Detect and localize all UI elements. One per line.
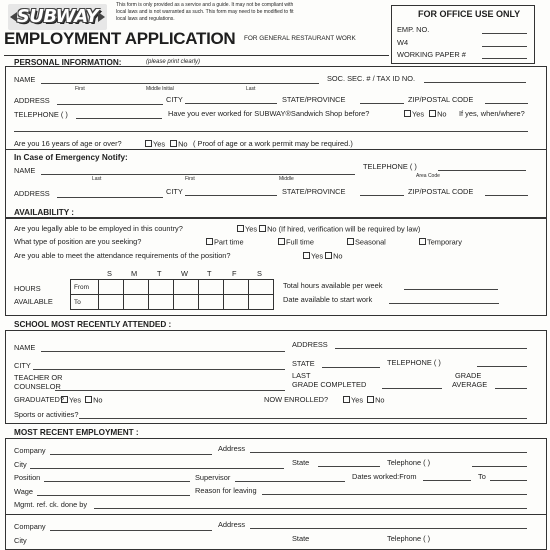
emp-no-field[interactable] bbox=[482, 33, 527, 34]
school-address-label: ADDRESS bbox=[292, 340, 328, 349]
company-2-telephone-label: Telephone ( ) bbox=[387, 534, 431, 543]
emergency-heading: In Case of Emergency Notify: bbox=[14, 153, 128, 162]
disclaimer-line-1: This form is only provided as a service and a guide. It may not be compliant with bbox=[116, 2, 294, 8]
school-telephone-field[interactable] bbox=[477, 366, 527, 367]
logo-text: SUBWAY bbox=[16, 6, 99, 27]
dates-from-field[interactable] bbox=[423, 480, 471, 481]
attendance-yes-checkbox[interactable] bbox=[303, 252, 310, 259]
legal-yes-checkbox[interactable] bbox=[237, 225, 244, 232]
dates-worked-label: Dates worked:From bbox=[352, 472, 417, 481]
disclaimer-line-2: local laws and is not warranted as such. This form may need to be modified to fit bbox=[116, 9, 294, 15]
enrolled-options: Yes No bbox=[340, 396, 385, 404]
working-paper-field[interactable] bbox=[482, 58, 527, 59]
disclaimer-line-3: local laws and regulations. bbox=[116, 16, 175, 22]
emergency-last-caption: Last bbox=[92, 176, 102, 182]
worked-no-checkbox[interactable] bbox=[429, 110, 436, 117]
reason-field[interactable] bbox=[262, 494, 527, 495]
school-address-field[interactable] bbox=[335, 348, 527, 349]
state-label: STATE/PROVINCE bbox=[282, 95, 346, 104]
option-seasonal: Seasonal bbox=[344, 238, 386, 246]
company-2-address-field[interactable] bbox=[250, 528, 527, 529]
legal-yes-label: Yes bbox=[245, 224, 258, 234]
age-note: ( Proof of age or a work permit may be required.) bbox=[193, 139, 353, 148]
seasonal-checkbox[interactable] bbox=[347, 238, 354, 245]
grade-average-label-2: AVERAGE bbox=[452, 380, 488, 389]
emp-no-label: EMP. NO. bbox=[397, 25, 430, 34]
start-date-field[interactable] bbox=[389, 303, 499, 304]
day-sat: S bbox=[257, 269, 262, 278]
dates-to-label: To bbox=[478, 472, 486, 481]
telephone-label: TELEPHONE ( ) bbox=[14, 110, 68, 119]
day-fri: F bbox=[232, 269, 237, 278]
emergency-city-field[interactable] bbox=[185, 195, 277, 196]
hours-cell[interactable] bbox=[249, 280, 274, 295]
hours-cell[interactable] bbox=[224, 280, 249, 295]
hours-from-row bbox=[71, 280, 274, 295]
day-mon: M bbox=[131, 269, 138, 278]
address-field[interactable] bbox=[57, 104, 163, 105]
position-field[interactable] bbox=[44, 481, 190, 482]
to-label-cell: To bbox=[71, 295, 99, 310]
age-yes-label: Yes bbox=[153, 139, 166, 149]
company-telephone-field[interactable] bbox=[472, 466, 527, 467]
working-paper-label: WORKING PAPER # bbox=[397, 50, 466, 59]
available-label: AVAILABLE bbox=[14, 297, 53, 306]
graduated-options: Yes No bbox=[58, 396, 103, 404]
legal-no-label: No (If hired, verification will be required by law) bbox=[267, 224, 421, 234]
hours-cell[interactable] bbox=[224, 295, 249, 310]
from-label-cell: From bbox=[71, 280, 99, 295]
hours-cell[interactable] bbox=[149, 280, 174, 295]
part-time-checkbox[interactable] bbox=[206, 238, 213, 245]
worked-when-field[interactable] bbox=[14, 131, 528, 132]
position-label: Position bbox=[14, 473, 41, 482]
emergency-name-label: NAME bbox=[14, 166, 36, 175]
school-city-field[interactable] bbox=[33, 369, 285, 370]
emergency-telephone-field[interactable] bbox=[438, 170, 526, 171]
supervisor-field[interactable] bbox=[235, 481, 345, 482]
day-sun: S bbox=[107, 269, 112, 278]
emergency-middle-caption: Middle bbox=[279, 176, 294, 182]
attendance-options: Yes No bbox=[300, 252, 343, 260]
w4-label: W4 bbox=[397, 38, 409, 47]
company-telephone-label: Telephone ( ) bbox=[387, 458, 431, 467]
worked-before-question: Have you ever worked for SUBWAY®Sandwich Shop before? bbox=[168, 109, 370, 118]
mgmt-ref-field[interactable] bbox=[94, 508, 527, 509]
emergency-zip-field[interactable] bbox=[485, 195, 528, 196]
wage-label: Wage bbox=[14, 487, 34, 496]
option-full-time: Full time bbox=[275, 238, 314, 246]
company-address-field[interactable] bbox=[250, 452, 527, 453]
attendance-question: Are you able to meet the attendance requirements of the position? bbox=[14, 251, 231, 260]
state-field[interactable] bbox=[360, 103, 404, 104]
company-label: Company bbox=[14, 446, 46, 455]
last-caption: Last bbox=[246, 86, 256, 92]
start-date-label: Date available to start work bbox=[283, 295, 373, 304]
enrolled-no-checkbox[interactable] bbox=[367, 396, 374, 403]
enrolled-question: NOW ENROLLED? bbox=[264, 395, 329, 404]
full-time-checkbox[interactable] bbox=[278, 238, 285, 245]
office-title: FOR OFFICE USE ONLY bbox=[418, 9, 521, 19]
worked-before-options bbox=[401, 110, 447, 118]
telephone-field[interactable] bbox=[76, 118, 162, 119]
school-city-label: CITY bbox=[14, 361, 31, 370]
school-name-label: NAME bbox=[14, 343, 36, 352]
ssn-field[interactable] bbox=[424, 82, 526, 83]
availability-heading: AVAILABILITY : bbox=[14, 208, 75, 217]
hours-cell[interactable] bbox=[124, 295, 149, 310]
age-question: Are you 16 years of age or over? bbox=[14, 139, 122, 148]
attendance-no-checkbox[interactable] bbox=[325, 252, 332, 259]
grade-average-field[interactable] bbox=[495, 388, 527, 389]
emergency-telephone-label: TELEPHONE ( ) bbox=[363, 162, 417, 171]
hours-cell[interactable] bbox=[174, 295, 199, 310]
hours-cell[interactable] bbox=[249, 295, 274, 310]
emergency-state-field[interactable] bbox=[360, 195, 404, 196]
option-temporary: Temporary bbox=[416, 238, 462, 246]
w4-field[interactable] bbox=[482, 46, 527, 47]
employment-divider bbox=[5, 514, 546, 515]
school-name-field[interactable] bbox=[41, 351, 285, 352]
company-2-label: Company bbox=[14, 522, 46, 531]
age-no-checkbox[interactable] bbox=[170, 140, 177, 147]
temporary-checkbox[interactable] bbox=[419, 238, 426, 245]
hours-cell[interactable] bbox=[199, 295, 224, 310]
hours-cell[interactable] bbox=[174, 280, 199, 295]
company-state-label: State bbox=[292, 458, 310, 467]
company-field[interactable] bbox=[50, 454, 212, 455]
middle-caption: Middle Initial bbox=[146, 86, 174, 92]
hours-cell[interactable] bbox=[199, 280, 224, 295]
graduated-no-checkbox[interactable] bbox=[85, 396, 92, 403]
form-title: EMPLOYMENT APPLICATION bbox=[4, 29, 236, 48]
day-tue: T bbox=[157, 269, 162, 278]
wage-field[interactable] bbox=[37, 495, 190, 496]
company-state-field[interactable] bbox=[318, 466, 380, 467]
graduated-yes-checkbox[interactable] bbox=[61, 396, 68, 403]
name-field[interactable] bbox=[41, 83, 319, 84]
hours-cell[interactable] bbox=[99, 295, 124, 310]
personal-note: (please print clearly) bbox=[146, 59, 201, 65]
reason-label: Reason for leaving bbox=[195, 486, 257, 495]
last-grade-label-2: GRADE COMPLETED bbox=[292, 380, 367, 389]
emergency-address-field[interactable] bbox=[57, 197, 163, 198]
age-options bbox=[142, 140, 188, 148]
company-2-city-label: City bbox=[14, 536, 27, 545]
ssn-label: SOC. SEC. # / TAX ID NO. bbox=[327, 74, 416, 83]
teacher-label-2: COUNSELOR bbox=[14, 382, 61, 391]
zip-field[interactable] bbox=[485, 103, 528, 104]
company-city-field[interactable] bbox=[30, 468, 284, 469]
company-2-state-label: State bbox=[292, 534, 310, 543]
sports-field[interactable] bbox=[79, 418, 527, 419]
office-use-box bbox=[391, 5, 535, 64]
last-grade-field[interactable] bbox=[382, 388, 442, 389]
company-address-label: Address bbox=[218, 444, 246, 453]
hours-cell[interactable] bbox=[149, 295, 174, 310]
hours-cell[interactable] bbox=[124, 280, 149, 295]
emergency-address-label: ADDRESS bbox=[14, 189, 50, 198]
zip-label: ZIP/POSTAL CODE bbox=[408, 95, 474, 104]
total-hours-field[interactable] bbox=[404, 289, 498, 290]
emergency-city-label: CITY bbox=[166, 187, 183, 196]
worked-no-label: No bbox=[437, 109, 447, 119]
mgmt-ref-label: Mgmt. ref. ck. done by bbox=[14, 500, 88, 509]
enrolled-yes-checkbox[interactable] bbox=[343, 396, 350, 403]
school-heading: SCHOOL MOST RECENTLY ATTENDED : bbox=[14, 320, 172, 329]
city-label: CITY bbox=[166, 95, 183, 104]
dates-to-field[interactable] bbox=[490, 480, 527, 481]
grade-average-label-1: GRADE bbox=[455, 371, 482, 380]
age-yes-checkbox[interactable] bbox=[145, 140, 152, 147]
worked-yes-label: Yes bbox=[412, 109, 425, 119]
emergency-first-caption: First bbox=[185, 176, 195, 182]
school-state-field[interactable] bbox=[322, 367, 380, 368]
personal-heading: PERSONAL INFORMATION: bbox=[14, 58, 122, 67]
city-field[interactable] bbox=[185, 103, 277, 104]
age-no-label: No bbox=[178, 139, 188, 149]
first-caption: First bbox=[75, 86, 85, 92]
hours-cell[interactable] bbox=[99, 280, 124, 295]
worked-yes-checkbox[interactable] bbox=[404, 110, 411, 117]
teacher-label-1: TEACHER OR bbox=[14, 373, 63, 382]
address-label: ADDRESS bbox=[14, 96, 50, 105]
worked-when-label: If yes, when/where? bbox=[459, 109, 525, 118]
hours-label: HOURS bbox=[14, 284, 41, 293]
header-divider bbox=[4, 55, 389, 56]
total-hours-label: Total hours available per week bbox=[283, 281, 383, 290]
teacher-field[interactable] bbox=[55, 390, 285, 391]
emergency-name-field[interactable] bbox=[41, 174, 355, 175]
school-telephone-label: TELEPHONE ( ) bbox=[387, 358, 441, 367]
employment-heading: MOST RECENT EMPLOYMENT : bbox=[14, 428, 139, 437]
legal-question: Are you legally able to be employed in this country? bbox=[14, 224, 183, 233]
legal-options bbox=[234, 225, 420, 233]
form-subtitle: FOR GENERAL RESTAURANT WORK bbox=[244, 35, 356, 42]
emergency-divider bbox=[5, 149, 546, 150]
company-city-label: City bbox=[14, 460, 27, 469]
area-code-caption: Area Code bbox=[416, 173, 440, 179]
day-wed: W bbox=[181, 269, 188, 278]
day-thu: T bbox=[207, 269, 212, 278]
option-part-time: Part time bbox=[203, 238, 244, 246]
legal-no-checkbox[interactable] bbox=[259, 225, 266, 232]
logo-arrow-right-icon bbox=[98, 12, 105, 22]
emergency-state-label: STATE/PROVINCE bbox=[282, 187, 346, 196]
school-state-label: STATE bbox=[292, 359, 315, 368]
hours-grid bbox=[70, 279, 274, 310]
company-2-field[interactable] bbox=[50, 530, 212, 531]
name-label: NAME bbox=[14, 75, 36, 84]
hours-to-row bbox=[71, 295, 274, 310]
last-grade-label-1: LAST bbox=[292, 371, 311, 380]
sports-label: Sports or activities? bbox=[14, 410, 79, 419]
emergency-zip-label: ZIP/POSTAL CODE bbox=[408, 187, 474, 196]
subway-logo bbox=[8, 4, 107, 30]
supervisor-label: Supervisor bbox=[195, 473, 231, 482]
position-question: What type of position are you seeking? bbox=[14, 237, 142, 246]
graduated-question: GRADUATED? bbox=[14, 395, 64, 404]
company-2-address-label: Address bbox=[218, 520, 246, 529]
